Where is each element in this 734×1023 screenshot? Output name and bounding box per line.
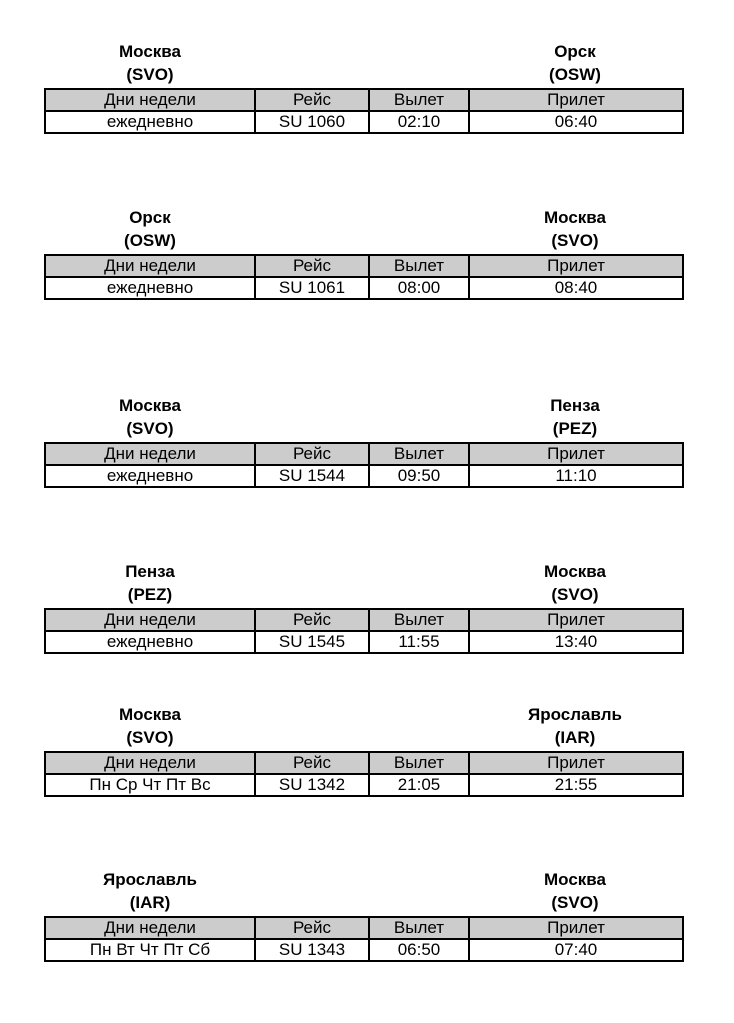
- cell-days: Пн Вт Чт Пт Сб: [45, 939, 255, 961]
- cell-departure: 09:50: [369, 465, 469, 487]
- origin-airport-code: (SVO): [126, 419, 174, 438]
- timetable-header-row: [45, 255, 683, 277]
- origin-city: [125, 560, 175, 606]
- header-days: Дни недели: [45, 752, 255, 774]
- destination-city-name: Пенза: [550, 396, 600, 415]
- origin-city-name: Москва: [119, 396, 181, 415]
- timetable: [44, 916, 684, 962]
- origin-airport-code: (SVO): [126, 728, 174, 747]
- cell-flight: SU 1343: [255, 939, 369, 961]
- table-row: [45, 631, 683, 653]
- header-days: Дни недели: [45, 443, 255, 465]
- header-arrival: Прилет: [469, 443, 683, 465]
- origin-airport-code: (OSW): [124, 231, 176, 250]
- header-days: Дни недели: [45, 89, 255, 111]
- timetable: [44, 608, 684, 654]
- cell-departure: 11:55: [369, 631, 469, 653]
- cell-flight: SU 1545: [255, 631, 369, 653]
- table-row: [45, 277, 683, 299]
- cell-flight: SU 1342: [255, 774, 369, 796]
- origin-city: [124, 206, 176, 252]
- timetable: [44, 254, 684, 300]
- header-flight: Рейс: [255, 255, 369, 277]
- header-flight: Рейс: [255, 917, 369, 939]
- origin-airport-code: (SVO): [126, 65, 174, 84]
- destination-airport-code: (OSW): [549, 65, 601, 84]
- destination-city-name: Москва: [544, 562, 606, 581]
- origin-city-name: Москва: [119, 705, 181, 724]
- header-days: Дни недели: [45, 609, 255, 631]
- header-departure: Вылет: [369, 752, 469, 774]
- destination-city: [544, 206, 606, 252]
- header-flight: Рейс: [255, 609, 369, 631]
- destination-city: [544, 868, 606, 914]
- origin-city: [103, 868, 197, 914]
- cell-arrival: 06:40: [469, 111, 683, 133]
- header-arrival: Прилет: [469, 89, 683, 111]
- cell-flight: SU 1060: [255, 111, 369, 133]
- table-row: [45, 465, 683, 487]
- cell-arrival: 11:10: [469, 465, 683, 487]
- timetable-header-row: [45, 752, 683, 774]
- destination-city-name: Ярославль: [528, 705, 622, 724]
- cell-arrival: 13:40: [469, 631, 683, 653]
- cell-days: ежедневно: [45, 111, 255, 133]
- cell-departure: 21:05: [369, 774, 469, 796]
- destination-city: [544, 560, 606, 606]
- origin-city-name: Ярославль: [103, 870, 197, 889]
- timetable-header-row: [45, 443, 683, 465]
- destination-city: [528, 703, 622, 749]
- timetable-header-row: [45, 609, 683, 631]
- cell-flight: SU 1544: [255, 465, 369, 487]
- header-days: Дни недели: [45, 255, 255, 277]
- cell-days: Пн Ср Чт Пт Вс: [45, 774, 255, 796]
- cell-days: ежедневно: [45, 465, 255, 487]
- cell-arrival: 21:55: [469, 774, 683, 796]
- destination-city-name: Москва: [544, 208, 606, 227]
- cell-departure: 08:00: [369, 277, 469, 299]
- cell-days: ежедневно: [45, 277, 255, 299]
- origin-airport-code: (PEZ): [127, 585, 173, 604]
- timetable: [44, 88, 684, 134]
- destination-city: [550, 394, 600, 440]
- timetable-header-row: [45, 917, 683, 939]
- cell-flight: SU 1061: [255, 277, 369, 299]
- origin-city: [119, 703, 181, 749]
- origin-city: [119, 40, 181, 86]
- origin-city-name: Пенза: [125, 562, 175, 581]
- header-flight: Рейс: [255, 89, 369, 111]
- timetable-header-row: [45, 89, 683, 111]
- header-departure: Вылет: [369, 609, 469, 631]
- table-row: [45, 774, 683, 796]
- destination-airport-code: (SVO): [551, 893, 599, 912]
- cell-departure: 02:10: [369, 111, 469, 133]
- destination-airport-code: (SVO): [551, 231, 599, 250]
- header-flight: Рейс: [255, 752, 369, 774]
- timetable: [44, 751, 684, 797]
- header-departure: Вылет: [369, 443, 469, 465]
- cell-arrival: 07:40: [469, 939, 683, 961]
- header-departure: Вылет: [369, 917, 469, 939]
- cell-arrival: 08:40: [469, 277, 683, 299]
- header-arrival: Прилет: [469, 917, 683, 939]
- cell-departure: 06:50: [369, 939, 469, 961]
- header-flight: Рейс: [255, 443, 369, 465]
- destination-city-name: Москва: [544, 870, 606, 889]
- origin-city-name: Москва: [119, 42, 181, 61]
- origin-city-name: Орск: [129, 208, 171, 227]
- timetable: [44, 442, 684, 488]
- destination-airport-code: (IAR): [554, 728, 596, 747]
- destination-city-name: Орск: [554, 42, 596, 61]
- header-arrival: Прилет: [469, 255, 683, 277]
- header-arrival: Прилет: [469, 609, 683, 631]
- cell-days: ежедневно: [45, 631, 255, 653]
- origin-airport-code: (IAR): [129, 893, 171, 912]
- header-days: Дни недели: [45, 917, 255, 939]
- destination-city: [549, 40, 601, 86]
- destination-airport-code: (SVO): [551, 585, 599, 604]
- header-departure: Вылет: [369, 89, 469, 111]
- header-departure: Вылет: [369, 255, 469, 277]
- header-arrival: Прилет: [469, 752, 683, 774]
- table-row: [45, 111, 683, 133]
- destination-airport-code: (PEZ): [552, 419, 598, 438]
- table-row: [45, 939, 683, 961]
- origin-city: [119, 394, 181, 440]
